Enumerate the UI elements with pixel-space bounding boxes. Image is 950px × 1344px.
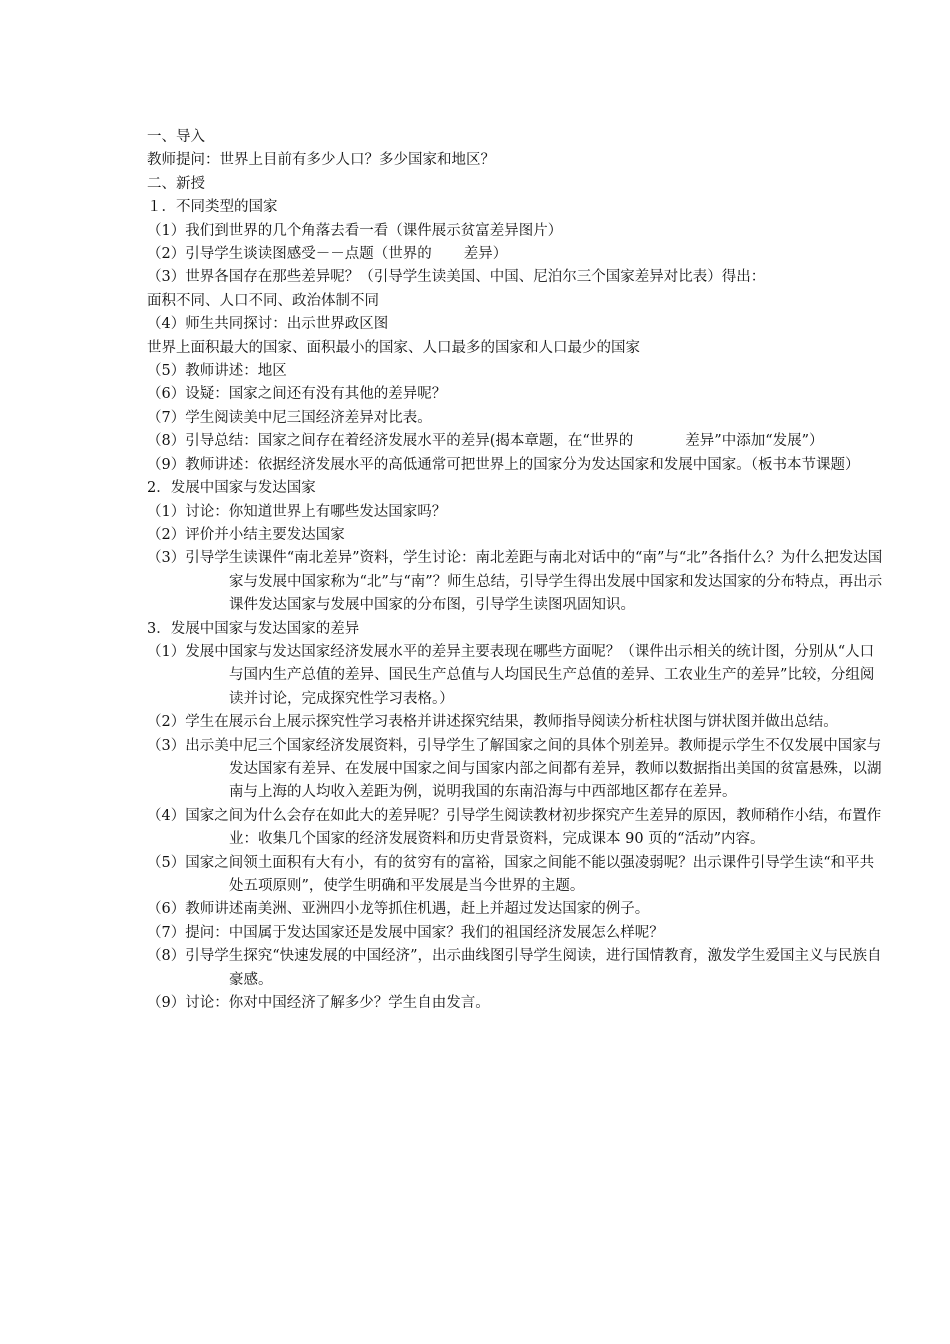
list-item: （6）教师讲述南美洲、亚洲四小龙等抓住机遇，赶上并超过发达国家的例子。 bbox=[147, 901, 650, 918]
list-item: （9）讨论：你对中国经济了解多少？学生自由发言。 bbox=[147, 995, 490, 1012]
subsection-title-2: 2．发展中国家与发达国家 bbox=[147, 480, 316, 497]
lesson-content bbox=[147, 126, 887, 1015]
section-title-new: 二、新授 bbox=[147, 175, 205, 192]
list-item: （1）发展中国家与发达国家经济发展水平的差异主要表现在哪些方面呢？（课件出示相关的统计图，分别从“人口与国内生产总值的差异、国民生产总值与人均国民生产总值的差异、工农业生产的差异”比较，分组阅读并讨论，完成探究性学习表格。） bbox=[147, 643, 875, 707]
subsection-title-1: １．不同类型的国家 bbox=[147, 199, 278, 216]
list-item bbox=[147, 430, 887, 453]
teacher-question: 教师提问：世界上目前有多少人口？多少国家和地区？ bbox=[147, 152, 495, 169]
list-item: （7）学生阅读美中尼三国经济差异对比表。 bbox=[147, 409, 432, 426]
subsection-title-3: 3．发展中国家与发达国家的差异 bbox=[147, 620, 360, 637]
list-item bbox=[147, 243, 887, 266]
list-item: （6）设疑：国家之间还有没有其他的差异呢？ bbox=[147, 386, 447, 403]
list-item: （1）讨论：你知道世界上有哪些发达国家吗？ bbox=[147, 503, 447, 520]
list-item: （4）师生共同探讨：出示世界政区图 bbox=[147, 316, 389, 333]
list-item-text-tail: 差异） bbox=[463, 246, 508, 263]
list-item-text: （2）引导学生谈读图感受－－点题（世界的 bbox=[147, 246, 432, 263]
list-item: （4）国家之间为什么会存在如此大的差异呢？引导学生阅读教材初步探究产生差异的原因，教师稍作小结，布置作业：收集几个国家的经济发展资料和历史背景资料，完成课本 90 页的“活动”内容。 bbox=[147, 807, 882, 848]
list-item: （1）我们到世界的几个角落去看一看（课件展示贫富差异图片） bbox=[147, 222, 563, 239]
list-item: （8）引导学生探究“快速发展的中国经济”，出示曲线图引导学生阅读，进行国情教育，激发学生爱国主义与民族自豪感。 bbox=[147, 948, 882, 988]
list-item: （3）世界各国存在那些差异呢？（引导学生读美国、中国、尼泊尔三个国家差异对比表）得出： bbox=[147, 269, 766, 286]
list-item-text-tail: 差异”中添加“发展”） bbox=[685, 433, 824, 450]
list-item: （3）出示美中尼三个国家经济发展资料，引导学生了解国家之间的具体个别差异。教师提示学生不仅发展中国家与发达国家有差异、在发展中国家之间与国家内部之间都有差异，教师以数据指出美国的贫富悬殊，以湖南与上海的人均收入差距为例，说明我国的东南沿海与中西部地区都存在差异。 bbox=[147, 737, 882, 801]
list-item: （2）学生在展示台上展示探究性学习表格并讲述探究结果，教师指导阅读分析柱状图与饼状图并做出总结。 bbox=[147, 714, 838, 731]
list-item: 世界上面积最大的国家、面积最小的国家、人口最多的国家和人口最少的国家 bbox=[147, 339, 640, 356]
list-item: （3）引导学生读课件“南北差异”资料，学生讨论：南北差距与南北对话中的“南”与“北”各指什么？为什么把发达国家与发展中国家称为“北”与“南”？师生总结，引导学生得出发展中国家和发达国家的分布特点，再出示课件发达国家与发展中国家的分布图，引导学生读图巩固知识。 bbox=[147, 550, 883, 614]
list-item-text: （8）引导总结：国家之间存在着经济发展水平的差异(揭本章题，在“世界的 bbox=[147, 433, 634, 450]
list-item: 面积不同、人口不同、政治体制不同 bbox=[147, 292, 379, 309]
list-item: （7）提问：中国属于发达国家还是发展中国家？我们的祖国经济发展怎么样呢？ bbox=[147, 924, 664, 941]
list-item: （2）评价并小结主要发达国家 bbox=[147, 526, 345, 543]
list-item: （5）教师讲述：地区 bbox=[147, 363, 287, 380]
section-title-intro: 一、导入 bbox=[147, 129, 205, 145]
list-item: （9）教师讲述：依据经济发展水平的高低通常可把世界上的国家分为发达国家和发展中国家。（板书本节课题） bbox=[147, 456, 860, 473]
list-item: （5）国家之间领土面积有大有小，有的贫穷有的富裕，国家之间能不能以强凌弱呢？出示课件引导学生读“和平共处五项原则”，使学生明确和平发展是当今世界的主题。 bbox=[147, 854, 875, 894]
